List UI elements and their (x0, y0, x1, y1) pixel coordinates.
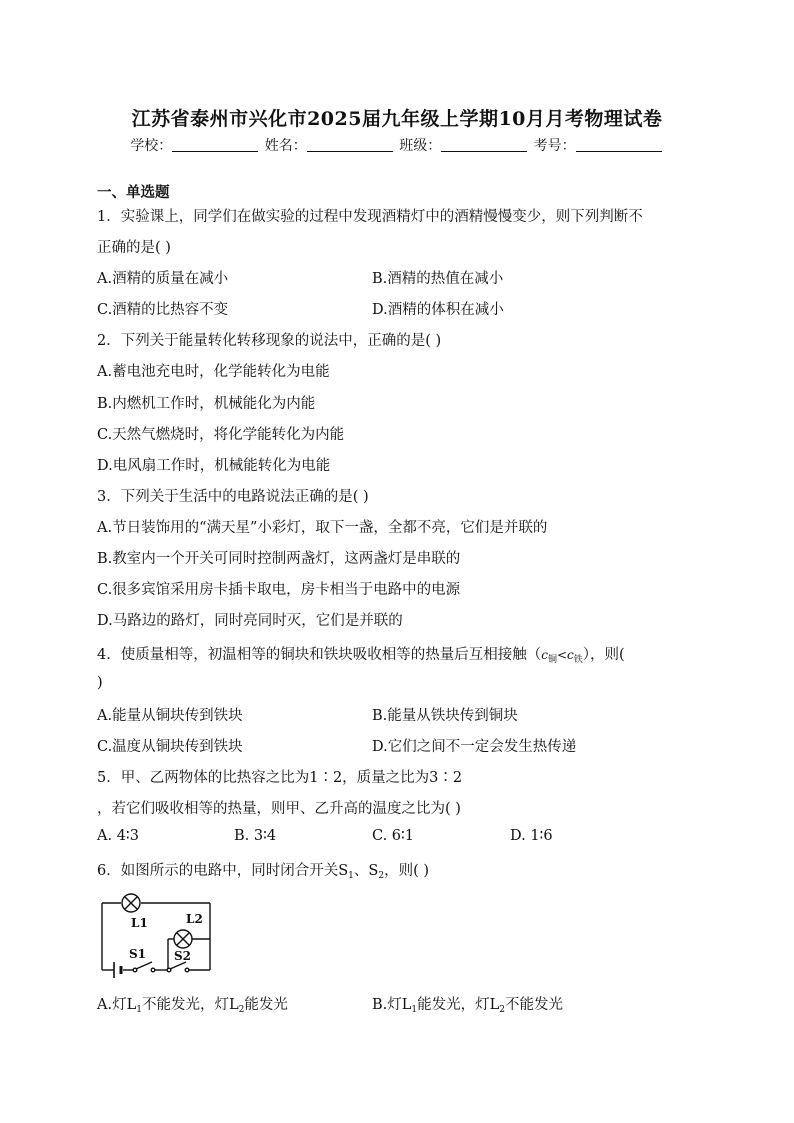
q6-sub-1: 1 (348, 871, 354, 881)
q6-b-sub1: 1 (411, 1005, 418, 1015)
exam-title: 江苏省泰州市兴化市2025届九年级上学期10月月考物理试卷 (131, 108, 663, 130)
q4-less-than: < (556, 648, 568, 662)
q1-stem-line1: 1．实验课上，同学们在做实验的过程中发现酒精灯中的酒精慢慢变少，则下列判断不 (97, 209, 643, 225)
q6-a-part3: 能发光 (244, 997, 288, 1013)
q3-option-c[interactable]: C.很多宾馆采用房卡插卡取电，房卡相当于电路中的电源 (97, 582, 461, 598)
class-blank[interactable] (441, 137, 527, 152)
q6-b-part2: 能发光，灯L (417, 997, 500, 1013)
exam-number-blank[interactable] (576, 137, 662, 152)
name-blank[interactable] (307, 137, 393, 152)
q4-stem-tail: ），则( (582, 647, 625, 663)
q6-sub-2: 2 (378, 871, 385, 881)
q2-option-b[interactable]: B.内燃机工作时，机械能化为内能 (97, 396, 316, 412)
switch-s1-icon (133, 962, 155, 972)
q6-option-a[interactable] (97, 993, 288, 1015)
q5-option-b[interactable]: B. 3∶4 (234, 828, 277, 844)
q1-option-d[interactable]: D.酒精的体积在减小 (372, 302, 504, 318)
q4-option-d[interactable]: D.它们之间不一定会发生热传递 (372, 739, 577, 755)
circuit-diagram (96, 885, 221, 980)
section-heading: 一、单选题 (97, 184, 170, 201)
q4-sub-iron: 铁 (573, 655, 583, 665)
q6-stem-tail: ，则( ) (384, 863, 430, 879)
q4-option-c[interactable]: C.温度从铜块传到铁块 (97, 739, 243, 755)
q4-sub-copper: 铜 (547, 655, 557, 665)
q6-a-sub1: 1 (136, 1005, 142, 1015)
school-blank[interactable] (172, 137, 258, 152)
label-l2: L2 (186, 912, 203, 926)
q1-option-a[interactable]: A.酒精的质量在减小 (97, 271, 229, 287)
switch-s2-icon (167, 962, 189, 972)
q5-option-a[interactable]: A. 4∶3 (97, 828, 139, 844)
q5-stem-line1: 5．甲、乙两物体的比热容之比为1∶2，质量之比为3∶2 (97, 770, 463, 786)
q6-stem-text: 6．如图所示的电路中，同时闭合开关S (97, 863, 349, 879)
exam-number-label: 考号： (533, 138, 576, 154)
q4-c-copper: c (541, 648, 548, 662)
q6-b-part3: 不能发光 (505, 997, 564, 1013)
label-l1: L1 (131, 916, 148, 930)
q4-stem-line1 (97, 643, 625, 665)
q2-stem: 2．下列关于能量转化转移现象的说法中，正确的是( ) (97, 333, 442, 349)
q5-stem-line2: ，若它们吸收相等的热量，则甲、乙升高的温度之比为( ) (97, 801, 461, 817)
q3-option-d[interactable]: D.马路边的路灯，同时亮同时灭，它们是并联的 (97, 613, 403, 629)
q4-c-iron: c (567, 648, 574, 662)
q5-option-d[interactable]: D. 1∶6 (510, 828, 553, 844)
q1-option-c[interactable]: C.酒精的比热容不变 (97, 302, 229, 318)
q6-a-part1: A.灯L (97, 997, 137, 1013)
q1-stem-line2: 正确的是( ) (97, 240, 171, 256)
q2-option-c[interactable]: C.天然气燃烧时，将化学能转化为内能 (97, 427, 345, 443)
q6-stem (97, 859, 429, 881)
q5-option-c[interactable]: C. 6∶1 (372, 828, 415, 844)
q3-option-a[interactable]: A.节日装饰用的“满天星”小彩灯，取下一盏，全都不亮，它们是并联的 (97, 520, 548, 536)
q6-b-part1: B.灯L (372, 997, 412, 1013)
q6-b-sub2: 2 (499, 1005, 506, 1015)
q4-stem-line2: ) (97, 675, 103, 691)
lamp-l2-icon (174, 930, 192, 948)
name-label: 姓名： (264, 138, 307, 154)
label-s1: S1 (129, 947, 147, 961)
q3-option-b[interactable]: B.教室内一个开关可同时控制两盏灯，这两盏灯是串联的 (97, 551, 461, 567)
q2-option-d[interactable]: D.电风扇工作时，机械能转化为电能 (97, 458, 331, 474)
label-s2: S2 (174, 949, 192, 963)
q6-stem-mid: 、S (353, 863, 379, 879)
q1-option-b[interactable]: B.酒精的热值在减小 (372, 271, 504, 287)
q6-option-b[interactable] (372, 993, 563, 1015)
q6-a-part2: 不能发光，灯L (141, 997, 239, 1013)
battery-icon (114, 962, 121, 978)
school-label: 学校： (130, 138, 173, 154)
q4-stem-text: 4．使质量相等，初温相等的铜块和铁块吸收相等的热量后互相接触（ (97, 647, 542, 663)
q6-a-sub2: 2 (238, 1005, 245, 1015)
class-label: 班级： (399, 138, 442, 154)
lamp-l1-icon (122, 894, 140, 912)
q3-stem: 3．下列关于生活中的电路说法正确的是( ) (97, 489, 369, 505)
q2-option-a[interactable]: A.蓄电池充电时，化学能转化为电能 (97, 364, 330, 380)
student-info-row (0, 135, 794, 155)
q4-option-a[interactable]: A.能量从铜块传到铁块 (97, 708, 243, 724)
q4-option-b[interactable]: B.能量从铁块传到铜块 (372, 708, 518, 724)
